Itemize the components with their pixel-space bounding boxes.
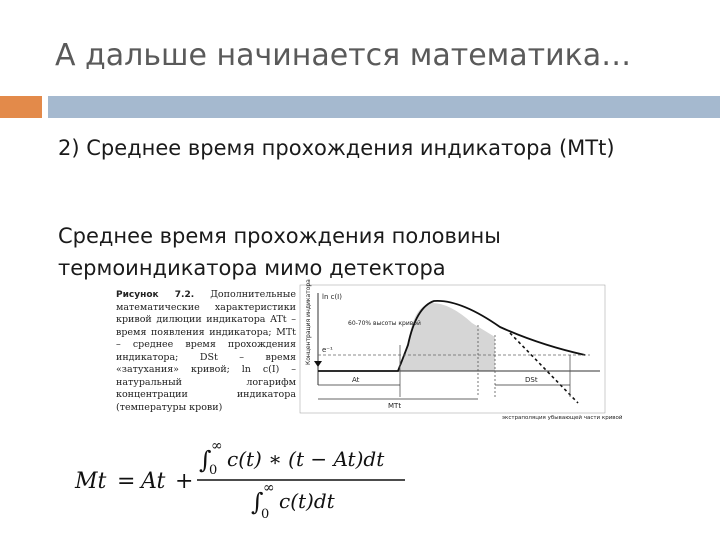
bullet-point-1: 2) Среднее время прохождения индикатора (MTt) (58, 136, 615, 160)
bullet-point-2-line1: Среднее время прохождения половины (58, 224, 501, 248)
formula-lhs: Mt (75, 469, 107, 494)
denominator-lower-limit: 0 (261, 507, 270, 522)
extrapolation-label: экстраполяция убывающей части кривой (502, 415, 623, 421)
title-divider-accent (0, 96, 42, 118)
slide-title: А дальше начинается математика… (55, 38, 632, 73)
bullet-point-2 (58, 220, 658, 284)
numerator-body: c(t) ∗ (t − At)dt (227, 447, 385, 471)
formula-plus: + (175, 469, 194, 494)
denominator-upper-limit: ∞ (263, 480, 275, 496)
at-label: At (352, 376, 360, 384)
integral-sign-icon: ∫ (199, 446, 212, 474)
y-axis-label: ln c(I) (322, 293, 342, 301)
integral-sign-icon: ∫ (251, 488, 264, 516)
dilution-curve-figure (300, 279, 623, 433)
numerator-lower-limit: 0 (209, 463, 218, 478)
figure-caption (116, 289, 296, 414)
formula-at: At (141, 469, 166, 494)
e1-label: e⁻¹ (322, 346, 333, 354)
figure-caption-text: Дополнительные математические характеристики кривой дилюции индикатора ATt – время появления индикатора; MTt – среднее время прохождения индикатора; DSt – время «затухания» кривой; ln c(I) – натуральный логарифм концентрации индикатора (температуры крови) (116, 289, 296, 413)
band-label: 60-70% высоты кривой (348, 320, 421, 327)
mt-formula (75, 436, 415, 526)
denominator-body: c(t)dt (279, 489, 335, 513)
formula-equals: = (117, 469, 136, 494)
figure-caption-label: Рисунок 7.2. (116, 290, 195, 300)
title-divider-bar (48, 96, 720, 118)
dst-label: DSt (525, 376, 538, 384)
numerator-upper-limit: ∞ (211, 438, 223, 454)
bullet-point-2-line2: термоиндикатора мимо детектора (58, 256, 446, 280)
mtt-label: MTt (388, 402, 402, 410)
y-axis-title: Концентрация индикатора (305, 279, 312, 365)
